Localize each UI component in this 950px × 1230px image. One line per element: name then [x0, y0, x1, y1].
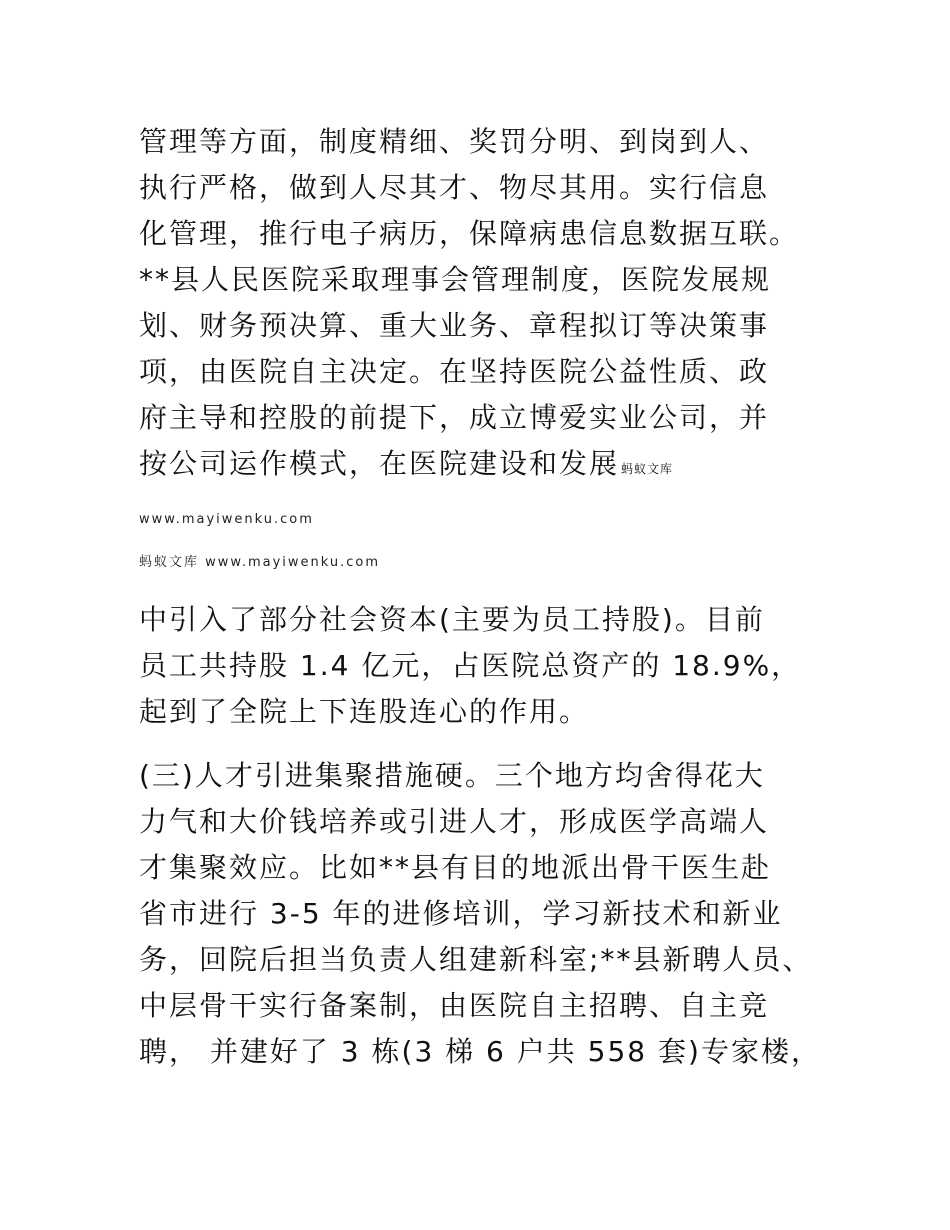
text-line: 聘， 并建好了 3 栋(3 梯 6 户共 558 套)专家楼， — [139, 1035, 821, 1068]
text-line: 府主导和控股的前提下，成立博爱实业公司，并 — [139, 401, 770, 434]
text-line: 中引入了部分社会资本(主要为员工持股)。目前 — [139, 603, 765, 636]
text-line: 划、财务预决算、重大业务、章程拟订等决策事 — [139, 309, 770, 342]
text-line: 力气和大价钱培养或引进人才，形成医学高端人 — [139, 805, 770, 838]
text-line: **县人民医院采取理事会管理制度，医院发展规 — [139, 263, 772, 296]
watermark-url: www.mayiwenku.com — [139, 512, 314, 527]
text-line: 项，由医院自主决定。在坚持医院公益性质、政 — [139, 355, 770, 388]
watermark-inline: 蚂蚁文库 — [621, 462, 674, 476]
text-line-with-watermark — [139, 444, 673, 489]
watermark-full: 蚂蚁文库 www.mayiwenku.com — [139, 555, 381, 570]
text-line: (三)人才引进集聚措施硬。三个地方均舍得花大 — [139, 759, 765, 792]
text-line: 执行严格，做到人尽其才、物尽其用。实行信息 — [139, 171, 770, 204]
text-line: 起到了全院上下连股连心的作用。 — [139, 695, 590, 728]
text-line: 省市进行 3-5 年的进修培训，学习新技术和新业 — [139, 897, 783, 930]
text-line: 务，回院后担当负责人组建新科室;**县新聘人员、 — [139, 943, 813, 976]
text-line: 员工共持股 1.4 亿元，占医院总资产的 18.9%， — [139, 649, 802, 682]
text-line: 化管理，推行电子病历，保障病患信息数据互联。 — [139, 217, 800, 250]
text-line: 才集聚效应。比如**县有目的地派出骨干医生赴 — [139, 851, 772, 884]
text-line: 管理等方面，制度精细、奖罚分明、到岗到人、 — [139, 125, 770, 158]
text-line: 按公司运作模式，在医院建设和发展 — [139, 447, 620, 480]
text-line: 中层骨干实行备案制，由医院自主招聘、自主竞 — [139, 989, 770, 1022]
